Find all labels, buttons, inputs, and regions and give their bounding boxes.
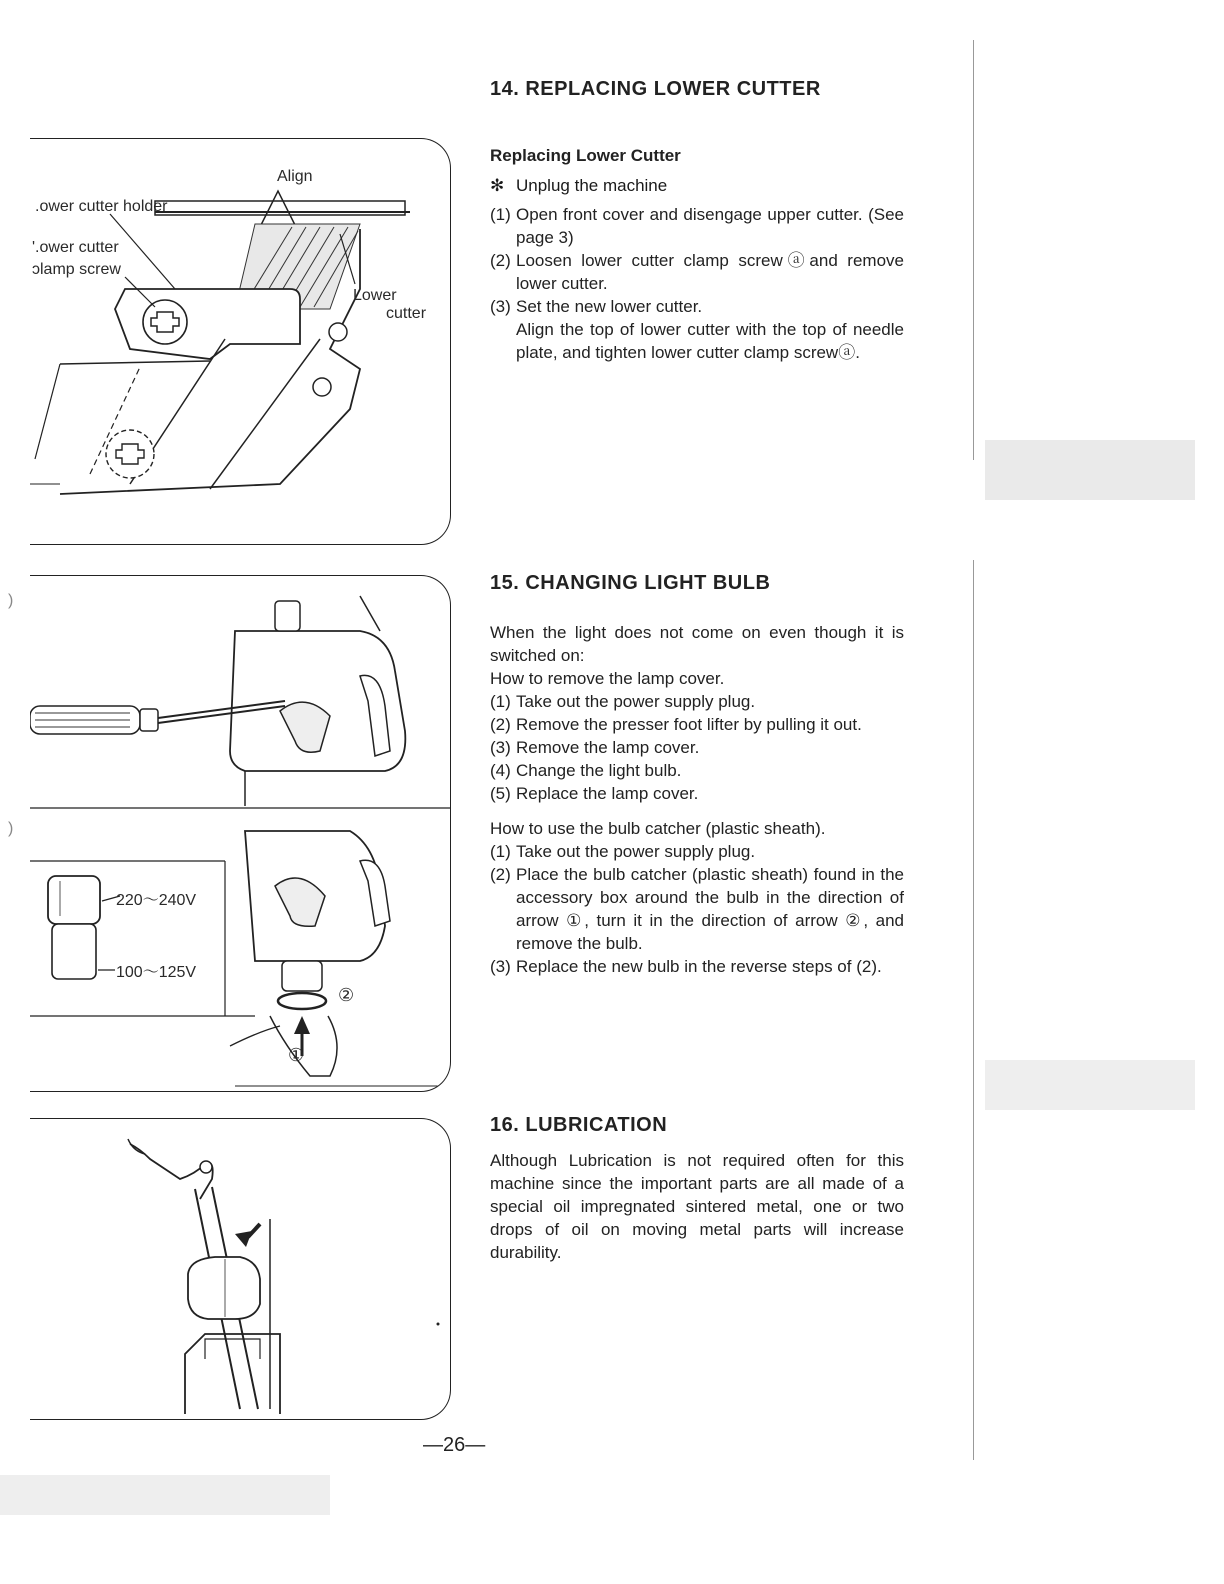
margin-mark-b: ) xyxy=(8,820,14,837)
section-title-15: 15. CHANGING LIGHT BULB xyxy=(490,572,771,594)
section-changing-light-bulb xyxy=(490,572,904,978)
label-220-240v: 220～240V xyxy=(116,892,197,909)
steps-list-15a xyxy=(490,690,904,805)
list-item: (1) Take out the power supply plug. xyxy=(490,842,756,861)
scan-line xyxy=(973,40,974,460)
page-number: —26— xyxy=(423,1434,486,1456)
list-item: (5) Replace the lamp cover. xyxy=(490,784,699,803)
label-arrow-2: ② xyxy=(338,985,355,1005)
label-100-125v: 100～125V xyxy=(116,964,197,981)
label-align: Align xyxy=(277,168,313,185)
subtitle-replacing-lower-cutter: Replacing Lower Cutter xyxy=(490,146,681,165)
steps-list-14 xyxy=(490,203,904,318)
light-bulb-drawing xyxy=(30,576,450,1091)
list-item: (1) Take out the power supply plug. xyxy=(490,692,756,711)
list-item: (2) Place the bulb catcher (plastic sheath) found in the accessory box around the bulb in the direction of arrow ①, turn it in the direction of arrow ②, and remove the bulb. xyxy=(490,865,904,953)
lubrication-illustration xyxy=(30,1118,451,1420)
list-item: (3) Remove the lamp cover. xyxy=(490,738,700,757)
lubrication-drawing xyxy=(30,1119,450,1419)
unplug-note xyxy=(490,174,904,197)
section-lubrication xyxy=(490,1114,904,1264)
intro-text: When the light does not come on even though it is switched on: xyxy=(490,623,904,665)
lower-cutter-illustration xyxy=(30,138,451,545)
how-remove-heading: How to remove the lamp cover. xyxy=(490,669,725,688)
label-clamp-screw: ɔlamp screw xyxy=(32,261,121,278)
how-catcher-heading: How to use the bulb catcher (plastic sheath). xyxy=(490,819,826,838)
label-lower-cutter-left: '.ower cutter xyxy=(32,239,119,256)
label-lower: Lower xyxy=(353,287,397,304)
scan-noise xyxy=(985,1060,1195,1110)
section-title-16: 16. LUBRICATION xyxy=(490,1114,668,1136)
scan-line xyxy=(973,560,974,1460)
scan-noise xyxy=(985,440,1195,500)
lubrication-body: Although Lubrication is not required often for this machine since the important parts are all made of a special oil impregnated sintered metal, one or two drops of oil on moving metal parts will increase durability. xyxy=(490,1151,904,1262)
label-arrow-1: ① xyxy=(288,1045,305,1065)
list-item: (2) Loosen lower cutter clamp screwⓐand remove lower cutter. xyxy=(490,251,904,293)
list-item: (2) Remove the presser foot lifter by pulling it out. xyxy=(490,715,862,734)
list-item: (4) Change the light bulb. xyxy=(490,761,682,780)
scan-noise xyxy=(0,1475,330,1515)
section-replacing-lower-cutter xyxy=(490,78,904,364)
step-3-detail: Align the top of lower cutter with the top of needle plate, and tighten lower cutter clamp screwⓐ. xyxy=(516,320,904,362)
list-item: (1) Open front cover and disengage upper cutter. (See page 3) xyxy=(490,205,904,247)
label-lower-cutter-holder: .ower cutter holder xyxy=(35,198,168,215)
list-item: (3) Replace the new bulb in the reverse steps of (2). xyxy=(490,957,882,976)
list-item: (3) Set the new lower cutter. xyxy=(490,297,703,316)
note-text: Unplug the machine xyxy=(516,176,668,195)
margin-mark-a: ) xyxy=(8,592,14,609)
steps-list-15b xyxy=(490,840,904,978)
section-title-14: 14. REPLACING LOWER CUTTER xyxy=(490,78,821,100)
label-cutter: cutter xyxy=(386,305,427,322)
asterisk-icon: ✻ xyxy=(490,176,505,195)
light-bulb-illustration xyxy=(30,575,451,1092)
